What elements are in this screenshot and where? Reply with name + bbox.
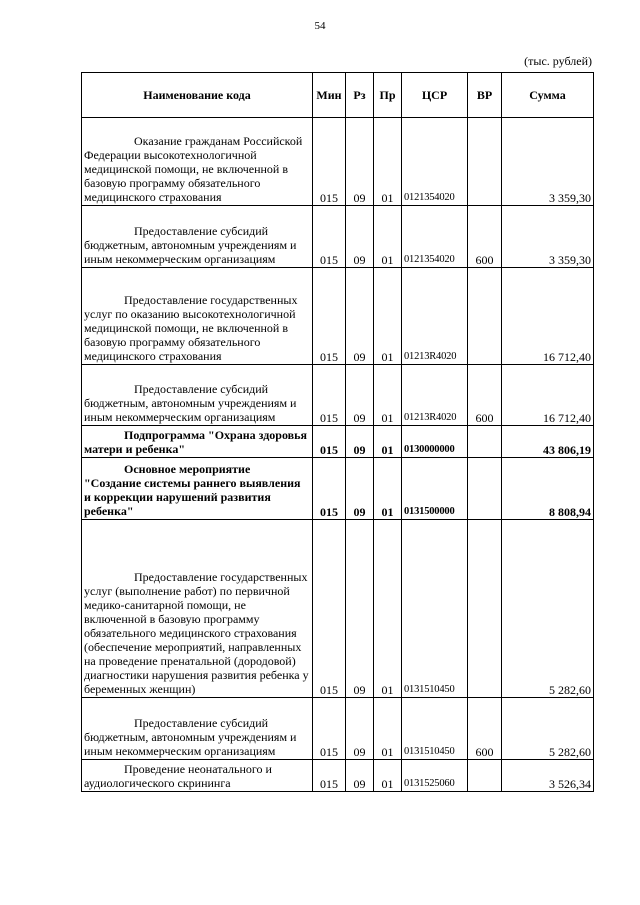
row-sum: 5 282,60 [502, 698, 594, 760]
row-vr [468, 520, 502, 698]
row-pr: 01 [374, 365, 402, 426]
header-pr: Пр [374, 73, 402, 118]
row-min: 015 [313, 458, 346, 520]
row-pr: 01 [374, 118, 402, 206]
row-name: Предоставление субсидий бюджетным, автономным учреждениям и иным некоммерческим организациям [82, 365, 313, 426]
row-min: 015 [313, 268, 346, 365]
row-vr [468, 426, 502, 458]
table-row [82, 206, 594, 268]
table-row [82, 698, 594, 760]
row-pr: 01 [374, 206, 402, 268]
row-vr: 600 [468, 365, 502, 426]
row-sum: 16 712,40 [502, 365, 594, 426]
table-header-row [82, 73, 594, 118]
row-name: Подпрограмма "Охрана здоровья матери и ребенка" [82, 426, 313, 458]
row-vr: 600 [468, 206, 502, 268]
row-sum: 5 282,60 [502, 520, 594, 698]
row-rz: 09 [346, 206, 374, 268]
table-row [82, 520, 594, 698]
row-name: Предоставление государственных услуг по оказанию высокотехнологичной медицинской помощи, не включенной в базовую программу обязательного медицинского страхования [82, 268, 313, 365]
row-rz: 09 [346, 118, 374, 206]
row-vr [468, 458, 502, 520]
row-rz: 09 [346, 760, 374, 792]
header-min: Мин [313, 73, 346, 118]
header-csr: ЦСР [402, 73, 468, 118]
row-rz: 09 [346, 698, 374, 760]
row-min: 015 [313, 365, 346, 426]
row-sum: 3 359,30 [502, 118, 594, 206]
row-rz: 09 [346, 458, 374, 520]
row-sum: 8 808,94 [502, 458, 594, 520]
row-vr [468, 760, 502, 792]
header-vr: ВР [468, 73, 502, 118]
row-min: 015 [313, 206, 346, 268]
row-csr: 0131500000 [402, 458, 468, 520]
table-row [82, 268, 594, 365]
row-vr [468, 118, 502, 206]
row-pr: 01 [374, 458, 402, 520]
row-pr: 01 [374, 760, 402, 792]
budget-table [81, 72, 594, 792]
page-number: 54 [314, 20, 326, 32]
units-label: (тыс. рублей) [524, 54, 592, 68]
table-row [82, 118, 594, 206]
row-csr: 0131525060 [402, 760, 468, 792]
row-csr: 0130000000 [402, 426, 468, 458]
header-name: Наименование кода [82, 73, 313, 118]
row-rz: 09 [346, 426, 374, 458]
table-row [82, 760, 594, 792]
row-csr: 01213R4020 [402, 268, 468, 365]
row-name: Предоставление государственных услуг (выполнение работ) по первичной медико-санитарной помощи, не включенной в базовую программу обязательного медицинского страхования (обеспечение мероприятий, направленных на проведение пренатальной (дородовой) диагностики нарушения развития ребенка у беременных женщин) [82, 520, 313, 698]
row-sum: 3 359,30 [502, 206, 594, 268]
row-pr: 01 [374, 698, 402, 760]
row-rz: 09 [346, 268, 374, 365]
row-sum: 43 806,19 [502, 426, 594, 458]
row-rz: 09 [346, 365, 374, 426]
table-row [82, 458, 594, 520]
table-row [82, 365, 594, 426]
table-row [82, 426, 594, 458]
row-csr: 01213R4020 [402, 365, 468, 426]
header-rz: Рз [346, 73, 374, 118]
row-name: Оказание гражданам Российской Федерации высокотехнологичной медицинской помощи, не включенной в базовую программу обязательного медицинского страхования [82, 118, 313, 206]
row-name: Предоставление субсидий бюджетным, автономным учреждениям и иным некоммерческим организациям [82, 206, 313, 268]
row-name: Проведение неонатального и аудиологического скрининга [82, 760, 313, 792]
row-name: Предоставление субсидий бюджетным, автономным учреждениям и иным некоммерческим организациям [82, 698, 313, 760]
row-min: 015 [313, 426, 346, 458]
row-min: 015 [313, 760, 346, 792]
row-min: 015 [313, 118, 346, 206]
row-csr: 0121354020 [402, 118, 468, 206]
row-csr: 0131510450 [402, 698, 468, 760]
row-vr [468, 268, 502, 365]
row-min: 015 [313, 698, 346, 760]
row-min: 015 [313, 520, 346, 698]
row-name: Основное мероприятие "Создание системы раннего выявления и коррекции нарушений развития ребенка" [82, 458, 313, 520]
row-pr: 01 [374, 426, 402, 458]
row-csr: 0121354020 [402, 206, 468, 268]
row-vr: 600 [468, 698, 502, 760]
header-sum: Сумма [502, 73, 594, 118]
row-pr: 01 [374, 268, 402, 365]
row-csr: 0131510450 [402, 520, 468, 698]
row-sum: 16 712,40 [502, 268, 594, 365]
row-rz: 09 [346, 520, 374, 698]
row-pr: 01 [374, 520, 402, 698]
row-sum: 3 526,34 [502, 760, 594, 792]
